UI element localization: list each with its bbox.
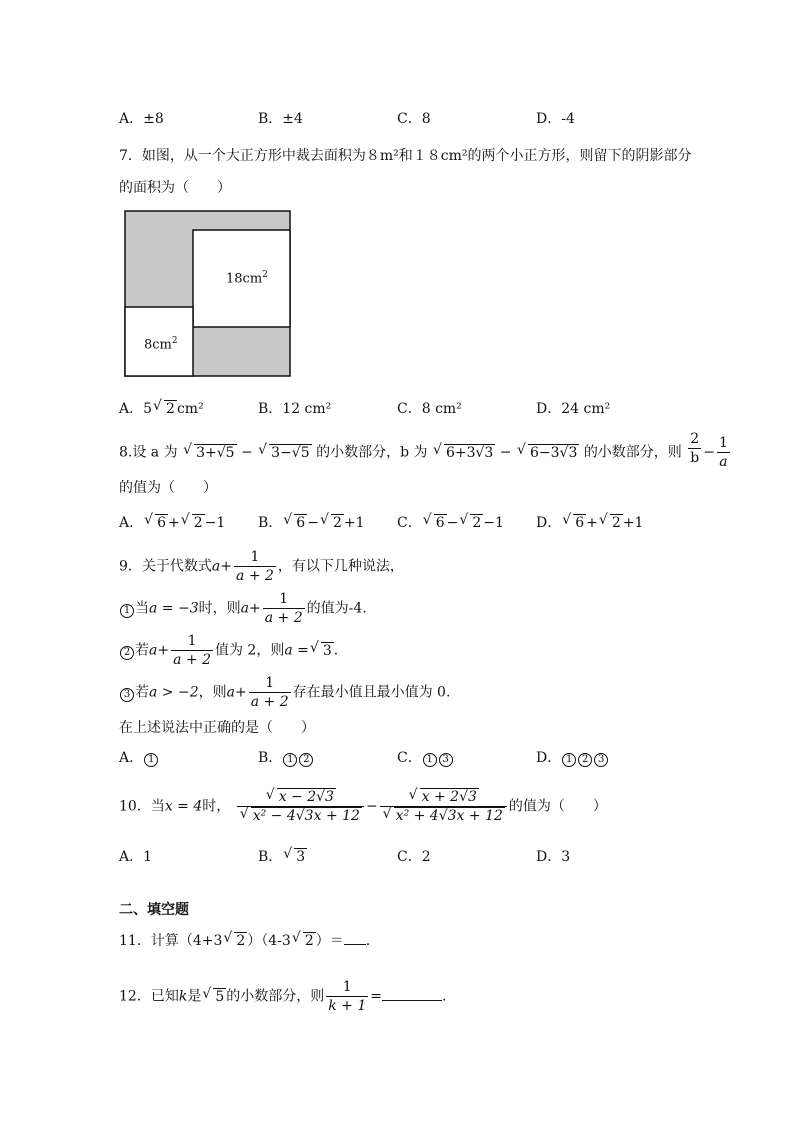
q11-pre: 11．计算（4+3 <box>119 933 223 949</box>
q7-option-a-coef: 5 <box>143 401 153 417</box>
q9-option-c-label: C． <box>397 750 422 766</box>
q12-mid2: 的小数部分，则 <box>226 988 325 1005</box>
q8-frac2-den: a <box>719 454 728 470</box>
q9-s3-frac <box>249 674 291 711</box>
q10-d2: x² + 4√3x + 12 <box>395 808 503 824</box>
q12-pre: 12．已知 <box>119 988 179 1005</box>
q10-d1: x² − 4√3x + 12 <box>252 808 360 824</box>
q8-radicand4: 6−3√3 <box>529 444 578 461</box>
q9-option-b <box>258 747 314 767</box>
q8-frac1-den: b <box>690 450 700 466</box>
q8-option-a-label: A． <box>119 515 144 531</box>
q10-mid: 时， <box>202 798 231 815</box>
q7-text-line1: 7．如图，从一个大正方形中裁去面积为８m²和１８cm²的两个小正方形，则留下的阴影部分 <box>119 148 692 164</box>
q8-option-d-op2: +1 <box>622 515 644 531</box>
q7-option-b: B．12 cm² <box>258 401 332 417</box>
q12-eq: = <box>370 988 382 1005</box>
q10-n1: x − 2√3 <box>278 789 334 805</box>
q10-n1-sqrt <box>266 788 336 806</box>
q8-radicand2: 3−√5 <box>271 444 310 461</box>
q7-option-a-label: A． <box>119 401 144 417</box>
q8-sqrt1 <box>183 444 236 462</box>
q8-sqrt3 <box>433 444 495 462</box>
q11-radicand2: 2 <box>304 933 314 949</box>
q8-prefix: 8.设 a 为 <box>119 444 178 461</box>
q10-n2: x + 2√3 <box>421 789 477 805</box>
q8-option-d-sqrt2 <box>599 514 623 532</box>
q8-option-b-rad2: 2 <box>332 515 342 531</box>
q8-option-c-sqrt2 <box>459 514 483 532</box>
q9-intro-pre: 9．关于代数式 <box>119 558 212 575</box>
q12-radicand: 5 <box>215 988 225 1005</box>
q8-frac-2-over-b <box>688 430 701 467</box>
q11-radicand1: 2 <box>236 933 246 949</box>
q9-s3-cond: a > −2 <box>149 684 199 701</box>
q9-s3-plus: + <box>234 684 247 701</box>
q10-frac2 <box>380 788 507 825</box>
q8-option-c-op2: −1 <box>483 515 504 531</box>
q10-option-b-sqrt <box>283 848 307 866</box>
q7-option-a-radicand: 2 <box>166 401 175 417</box>
q9-s2-mid: 值为 2，则 <box>214 642 285 659</box>
q7-text-line2: 的面积为（ ） <box>119 180 231 196</box>
q8-radicand1: 3+√5 <box>196 444 235 461</box>
q6-option-b: B．±4 <box>258 111 303 127</box>
q8-option-c <box>397 512 504 532</box>
circled-2-icon: 2 <box>120 646 134 660</box>
q10-text <box>119 788 607 825</box>
circled-1-icon: 1 <box>144 753 158 767</box>
q7-figure <box>124 210 291 377</box>
q9-s2-var-a: a <box>149 642 158 659</box>
q11-mid: ）（4-3 <box>247 933 291 949</box>
q8-option-b-sqrt6 <box>283 514 307 532</box>
q8-option-c-rad1: 6 <box>435 515 445 531</box>
q9-var-a: a <box>211 558 221 575</box>
q8-option-d-rad1: 6 <box>575 515 585 531</box>
q8-minus3: − <box>703 444 715 461</box>
q10-option-a: A．1 <box>119 849 153 865</box>
q10-option-b-radicand: 3 <box>296 849 306 865</box>
q9-s3-var-a: a <box>226 684 235 701</box>
q12-answer-blank[interactable] <box>382 988 442 1001</box>
q10-post: 的值为（ ） <box>508 798 607 815</box>
q8-option-d-op1: + <box>586 515 598 531</box>
q11-end: . <box>365 933 371 949</box>
q9-frac-num: 1 <box>234 548 276 567</box>
q10-option-b <box>258 846 307 866</box>
q7-option-c: C．8 cm² <box>397 401 462 417</box>
q9-frac-den: a + 2 <box>236 568 274 584</box>
label-8cm2-exp: 2 <box>171 336 178 346</box>
q10-d2-sqrt <box>383 807 505 825</box>
q8-option-d-sqrt6 <box>562 514 586 532</box>
q10-option-c: C．2 <box>397 849 431 865</box>
q9-s2-frac-num: 1 <box>171 632 213 651</box>
q9-option-d-label: D． <box>536 750 562 766</box>
q11-sqrt1 <box>223 932 247 950</box>
q12-frac-den: k + 1 <box>328 998 367 1014</box>
q8-frac1-num: 2 <box>688 430 701 449</box>
q9-option-d <box>536 747 609 767</box>
q7-options <box>119 398 679 420</box>
q11-answer-blank[interactable] <box>344 932 366 945</box>
q12-sqrt <box>202 988 226 1006</box>
q6-option-c: C．8 <box>397 111 431 127</box>
q9-s2-radicand: 3 <box>322 642 332 659</box>
q8-option-c-rad2: 2 <box>472 515 482 531</box>
q12-text <box>119 978 446 1015</box>
q9-s1-var-a: a <box>240 600 249 617</box>
q8-option-c-op1: − <box>446 515 459 531</box>
circled-1-icon: 1 <box>283 753 297 767</box>
q10-cond: x = 4 <box>164 798 203 815</box>
q8-option-d-label: D． <box>536 515 562 531</box>
q6-option-a: A．±8 <box>119 111 164 127</box>
label-8cm2 <box>144 336 178 352</box>
label-18cm2 <box>226 270 268 286</box>
label-18cm2-text: 18cm <box>226 271 263 287</box>
q10-d1-sqrt <box>240 807 362 825</box>
q9-s3-frac-den: a + 2 <box>250 694 289 710</box>
q9-s1-mid: 时，则 <box>198 600 241 617</box>
q9-s2-result: a = <box>284 642 309 659</box>
circled-3-icon: 3 <box>594 753 608 767</box>
section-title-fill-in: 二、填空题 <box>119 902 189 918</box>
q8-option-a-op1: + <box>168 515 180 531</box>
q10-option-b-label: B． <box>258 849 283 865</box>
q8-text-line1 <box>119 431 732 471</box>
q9-s2-pre: 若 <box>135 642 149 659</box>
q8-mid2: 的小数部分，则 <box>583 444 682 461</box>
q8-option-c-sqrt6 <box>423 514 447 532</box>
q12-frac <box>326 978 368 1015</box>
q7-option-d: D．24 cm² <box>536 401 611 417</box>
q8-option-a-rad2: 2 <box>193 515 203 531</box>
q12-end: . <box>442 988 447 1005</box>
q8-option-b-sqrt2 <box>320 514 344 532</box>
q7-option-a-sqrt <box>153 400 177 418</box>
q8-option-a-op2: −1 <box>204 515 226 531</box>
q6-option-d: D．-4 <box>536 111 575 127</box>
q8-option-a <box>119 512 225 532</box>
label-18cm2-exp: 2 <box>262 270 268 280</box>
q12-mid: 是 <box>187 988 202 1005</box>
q9-s1-frac-num: 1 <box>263 590 305 609</box>
q8-options <box>119 512 679 534</box>
q10-option-d: D．3 <box>536 849 571 865</box>
q8-option-a-rad1: 6 <box>157 515 167 531</box>
q9-s1-frac <box>263 590 305 627</box>
q8-option-c-label: C． <box>397 515 422 531</box>
q11-text <box>119 930 370 950</box>
q9-option-c <box>397 747 454 767</box>
q8-sqrt4 <box>517 444 579 462</box>
q9-s1-cond: a = −3 <box>149 600 199 617</box>
circled-1-icon: 1 <box>562 753 576 767</box>
q8-option-b-label: B． <box>258 515 283 531</box>
q10-frac1 <box>237 788 364 825</box>
q9-s3-pre: 若 <box>135 684 149 701</box>
q8-option-b-op1: − <box>307 515 319 531</box>
q10-n2-sqrt <box>409 788 479 806</box>
q9-s3-frac-num: 1 <box>249 674 291 693</box>
q9-statement-1 <box>119 590 367 627</box>
q8-minus2: − <box>499 444 512 461</box>
q8-option-a-sqrt6 <box>144 514 168 532</box>
q6-options <box>119 108 679 130</box>
q7-option-a-unit: cm² <box>176 401 204 417</box>
q8-minus1: − <box>240 444 253 461</box>
q12-var-k: k <box>178 988 188 1005</box>
q9-s1-plus: + <box>248 600 261 617</box>
q9-statement-3 <box>119 674 450 711</box>
q9-option-b-label: B． <box>258 750 283 766</box>
q9-plus: + <box>220 558 233 575</box>
q9-s2-sqrt <box>310 642 334 660</box>
q9-s1-pre: 当 <box>135 600 149 617</box>
circled-2-icon: 2 <box>578 753 592 767</box>
q8-option-a-sqrt2 <box>181 514 205 532</box>
q9-intro <box>119 548 404 585</box>
q11-post: ）＝ <box>315 933 344 949</box>
q9-statement-2 <box>119 632 338 669</box>
q9-option-a-label: A． <box>119 750 144 766</box>
q8-text-line2: 的值为（ ） <box>119 480 217 496</box>
q8-frac2-num: 1 <box>718 435 728 451</box>
q8-option-b-op2: +1 <box>343 515 365 531</box>
circled-3-icon: 3 <box>439 753 453 767</box>
q9-s3-post: 存在最小值且最小值为 0. <box>292 684 451 701</box>
q10-options <box>119 846 679 868</box>
q8-option-d-rad2: 2 <box>611 515 621 531</box>
circled-1-icon: 1 <box>120 604 134 618</box>
q8-radicand3: 6+3√3 <box>445 444 494 461</box>
label-8cm2-text: 8cm <box>144 337 172 353</box>
q10-pre: 10．当 <box>119 798 165 815</box>
q9-s2-plus: + <box>157 642 170 659</box>
q9-s1-frac-den: a + 2 <box>264 610 303 626</box>
q11-sqrt2 <box>292 932 316 950</box>
q10-minus: − <box>365 798 378 815</box>
q9-s1-post: 的值为-4. <box>306 600 367 617</box>
circled-3-icon: 3 <box>120 688 134 702</box>
q8-frac-1-over-a <box>717 434 730 471</box>
q9-intro-post: ，有以下几种说法， <box>277 558 404 575</box>
circled-1-icon: 1 <box>423 753 437 767</box>
q8-sqrt2 <box>258 444 311 462</box>
q8-option-b <box>258 512 365 532</box>
q12-frac-num: 1 <box>326 978 368 997</box>
q8-mid: 的小数部分，b 为 <box>316 444 428 461</box>
q9-frac <box>234 548 276 585</box>
circled-2-icon: 2 <box>299 753 313 767</box>
q9-s2-end: . <box>333 642 339 659</box>
q9-s2-frac <box>171 632 213 669</box>
q9-ask: 在上述说法中正确的是（ ） <box>119 720 315 736</box>
q8-option-d <box>536 512 643 532</box>
q9-s3-mid: ，则 <box>198 684 227 701</box>
q9-option-a <box>119 747 159 767</box>
q8-option-b-rad1: 6 <box>296 515 306 531</box>
q9-s2-frac-den: a + 2 <box>173 652 211 668</box>
q7-option-a <box>119 398 204 418</box>
q9-options <box>119 747 679 769</box>
